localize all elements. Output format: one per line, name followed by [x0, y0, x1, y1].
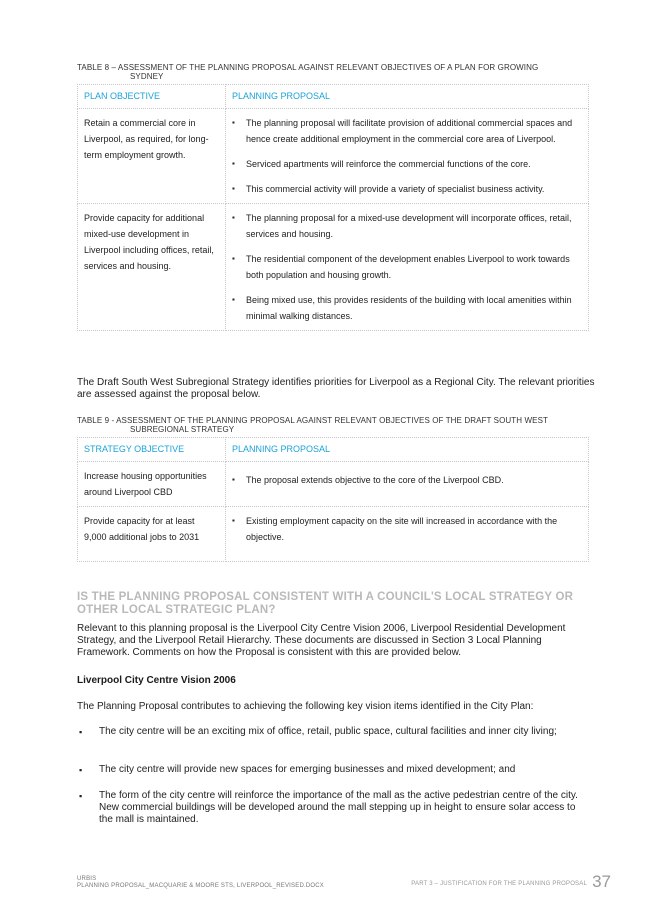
proposal-cell	[226, 109, 589, 204]
table-9	[77, 437, 589, 562]
table-9-caption-line1: TABLE 9 - ASSESSMENT OF THE PLANNING PROPOSAL AGAINST RELEVANT OBJECTIVES OF THE DRAFT SOUTH WEST	[77, 416, 548, 425]
col-header-planning-proposal: PLANNING PROPOSAL	[226, 85, 589, 109]
vision-list	[77, 726, 592, 738]
vision-list	[77, 790, 592, 826]
section-heading: IS THE PLANNING PROPOSAL CONSISTENT WITH A COUNCIL'S LOCAL STRATEGY OR OTHER LOCAL STRATEGIC PLAN?	[77, 591, 574, 616]
list-item: ▪ The form of the city centre will reinforce the importance of the mall as the active pedestrian centre of the city. New commercial buildings will be developed around the mall stepping up in height to ensure solar access to the mall is maintained.	[77, 790, 592, 826]
proposal-list	[232, 210, 582, 324]
list-item: ▪ The planning proposal for a mixed-use development will incorporate offices, retail, services and housing.	[232, 210, 582, 242]
footer-org: URBIS	[77, 876, 97, 882]
subheading: Liverpool City Centre Vision 2006	[77, 675, 236, 686]
objective-cell: Retain a commercial core in Liverpool, as required, for long-term employment growth.	[78, 109, 226, 204]
table-row	[78, 204, 589, 331]
table-9-caption-line2: SUBREGIONAL STRATEGY	[130, 425, 235, 434]
list-item: ▪ The proposal extends objective to the core of the Liverpool CBD.	[232, 472, 582, 488]
table-row	[78, 109, 589, 204]
table-8	[77, 84, 589, 331]
col-header-planning-proposal: PLANNING PROPOSAL	[226, 438, 589, 462]
table-8-caption	[77, 63, 538, 81]
col-header-plan-objective: PLAN OBJECTIVE	[78, 85, 226, 109]
proposal-cell	[226, 507, 589, 562]
intro-paragraph: The Draft South West Subregional Strategy identifies priorities for Liverpool as a Regional City. The relevant priorities are assessed against the proposal below.	[77, 377, 595, 400]
proposal-list	[232, 472, 582, 488]
vision-intro: The Planning Proposal contributes to achieving the following key vision items identified in the City Plan:	[77, 701, 534, 712]
list-item: ▪ Existing employment capacity on the site will increased in accordance with the objective.	[232, 513, 582, 545]
vision-list	[77, 764, 592, 776]
list-item: ▪ The city centre will be an exciting mix of office, retail, public space, cultural facilities and inner city living;	[77, 726, 592, 738]
footer-left	[77, 876, 324, 890]
page-number: 37	[592, 872, 611, 891]
table-header-row	[78, 85, 589, 109]
proposal-list	[232, 513, 582, 545]
table-header-row	[78, 438, 589, 462]
table-row	[78, 462, 589, 507]
list-item: ▪ The planning proposal will facilitate provision of additional commercial spaces and hence create additional employment in the commercial core area of Liverpool.	[232, 115, 582, 147]
objective-cell: Provide capacity for additional mixed-use development in Liverpool including offices, retail, services and housing.	[78, 204, 226, 331]
table-9-caption	[77, 416, 548, 434]
objective-cell: Increase housing opportunities around Liverpool CBD	[78, 462, 226, 507]
footer-section: PART 3 – JUSTIFICATION FOR THE PLANNING PROPOSAL	[411, 881, 587, 887]
proposal-cell	[226, 204, 589, 331]
table-8-caption-line1: TABLE 8 – ASSESSMENT OF THE PLANNING PROPOSAL AGAINST RELEVANT OBJECTIVES OF A PLAN FOR GROWING	[77, 63, 539, 72]
list-item: ▪ Serviced apartments will reinforce the commercial functions of the core.	[232, 156, 582, 172]
list-item: ▪ The city centre will provide new spaces for emerging businesses and mixed development; and	[77, 764, 592, 776]
section-paragraph: Relevant to this planning proposal is the Liverpool City Centre Vision 2006, Liverpool Residential Development Strategy, and the Liverpool Retail Hierarchy. These documents are discussed in Section 3 Local Planning Framework. Comments on how the Proposal is consistent with this are provided below.	[77, 623, 566, 658]
col-header-strategy-objective: STRATEGY OBJECTIVE	[78, 438, 226, 462]
table-row	[78, 507, 589, 562]
footer-project: PLANNING PROPOSAL_MACQUARIE & MOORE STS, LIVERPOOL_REVISED.DOCX	[77, 883, 324, 889]
list-item: ▪ The residential component of the development enables Liverpool to work towards both population and housing growth.	[232, 251, 582, 283]
table-8-caption-line2: SYDNEY	[130, 72, 164, 81]
objective-cell: Provide capacity for at least 9,000 additional jobs to 2031	[78, 507, 226, 562]
list-item: ▪ Being mixed use, this provides residents of the building with local amenities within minimal walking distances.	[232, 292, 582, 324]
proposal-cell	[226, 462, 589, 507]
list-item: ▪ This commercial activity will provide a variety of specialist business activity.	[232, 181, 582, 197]
proposal-list	[232, 115, 582, 197]
